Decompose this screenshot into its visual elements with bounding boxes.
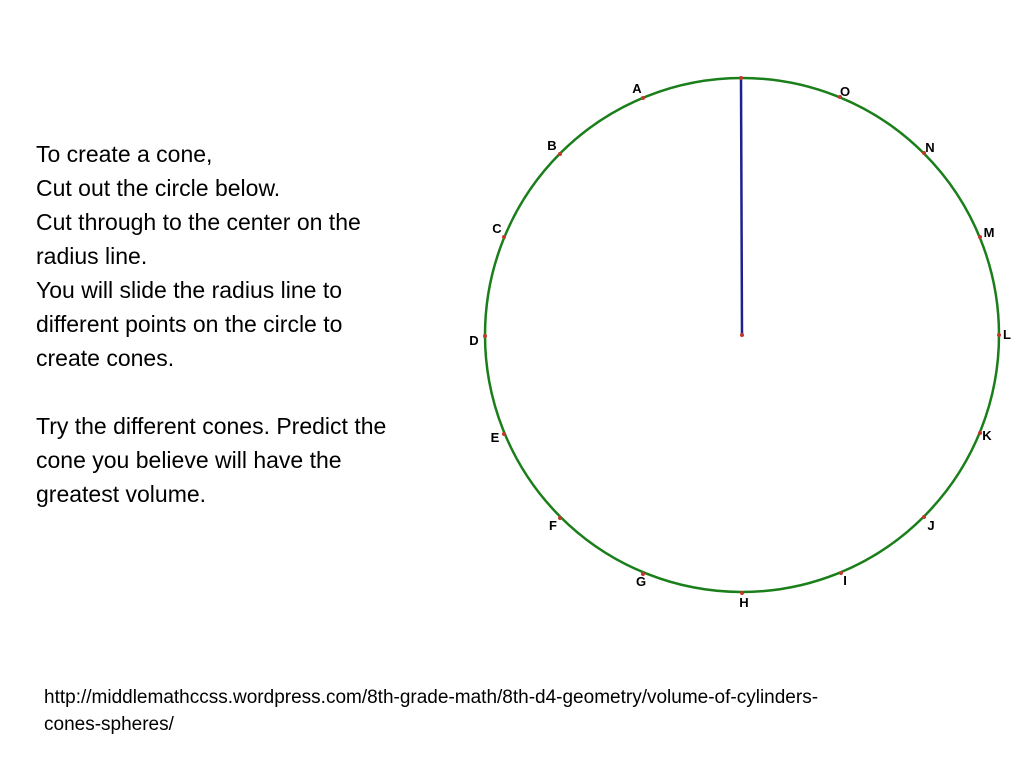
instruction-line: Cut through to the center on the xyxy=(36,209,361,235)
circle-point-m xyxy=(978,235,982,239)
source-url-line[interactable]: cones-spheres/ xyxy=(44,714,174,735)
instruction-line: radius line. xyxy=(36,243,148,269)
point-label-f: F xyxy=(549,518,557,533)
instruction-line: different points on the circle to xyxy=(36,311,343,337)
prediction-line: greatest volume. xyxy=(36,481,207,507)
instruction-line: To create a cone, xyxy=(36,141,213,167)
source-url-line[interactable]: http://middlemathccss.wordpress.com/8th-grade-math/8th-d4-geometry/volume-of-cylinders- xyxy=(44,687,819,708)
circle-point-c xyxy=(502,235,506,239)
source-url[interactable] xyxy=(44,684,974,738)
radius-line xyxy=(741,78,742,335)
center-point xyxy=(740,333,744,337)
point-label-b: B xyxy=(547,138,557,153)
circle-point-f xyxy=(558,516,562,520)
prediction-line: cone you believe will have the xyxy=(36,447,342,473)
instruction-line: create cones. xyxy=(36,345,175,371)
radius-endpoint xyxy=(739,76,743,80)
circle-point-b xyxy=(558,152,562,156)
point-label-e: E xyxy=(490,430,500,445)
point-label-a: A xyxy=(632,81,642,96)
instruction-line: Cut out the circle below. xyxy=(36,175,281,201)
point-label-j: J xyxy=(927,518,935,533)
point-label-n: N xyxy=(925,140,935,155)
point-label-g: G xyxy=(635,574,647,589)
circle-point-d xyxy=(483,334,487,338)
circle-point-e xyxy=(502,432,506,436)
point-label-k: K xyxy=(982,428,992,443)
point-label-i: I xyxy=(843,573,847,588)
point-label-h: H xyxy=(739,595,749,610)
instruction-line: You will slide the radius line to xyxy=(36,277,342,303)
point-label-c: C xyxy=(492,221,502,236)
point-label-l: L xyxy=(1003,327,1011,342)
point-label-d: D xyxy=(469,333,479,348)
point-label-m: M xyxy=(983,225,995,240)
circle-point-j xyxy=(922,515,926,519)
circle-point-l xyxy=(997,333,1001,337)
prediction-line: Try the different cones. Predict the xyxy=(36,413,387,439)
point-label-o: O xyxy=(839,84,851,99)
circle-point-a xyxy=(641,96,645,100)
